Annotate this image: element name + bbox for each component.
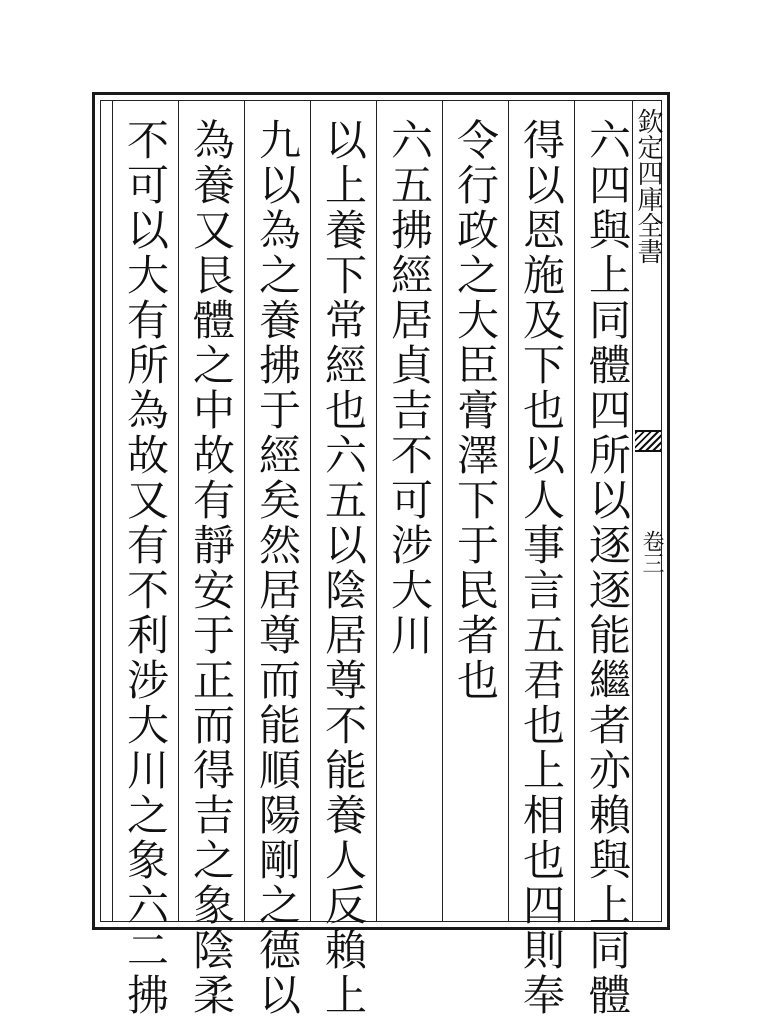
- column-divider: [376, 100, 377, 922]
- column-divider: [178, 100, 179, 922]
- text-column-5: 以上養下常經也六五以陰居尊不能養人反賴上: [319, 118, 368, 1018]
- fish-tail-mark: [635, 430, 661, 452]
- juan-label: 卷三: [639, 530, 664, 574]
- text-column-2: 得以恩施及下也以人事言五君也上相也四則奉: [517, 118, 566, 1018]
- column-divider: [244, 100, 245, 922]
- column-divider: [310, 100, 311, 922]
- column-divider: [508, 100, 509, 922]
- text-column-7: 為養又艮體之中故有靜安于正而得吉之象陰柔: [187, 118, 236, 1018]
- column-divider: [442, 100, 443, 922]
- book-title: 欽定四庫全書: [633, 108, 663, 264]
- text-column-1: 六四與上同體四所以逐逐能繼者亦賴與上同體: [583, 118, 632, 1018]
- column-divider: [574, 100, 575, 922]
- margin-strip: [632, 100, 662, 922]
- text-column-3: 令行政之大臣膏澤下于民者也: [451, 118, 500, 703]
- column-divider: [112, 100, 113, 922]
- text-column-4: 六五拂經居貞吉不可涉大川: [385, 118, 434, 658]
- text-column-6: 九以為之養拂于經矣然居尊而能順陽剛之德以: [253, 118, 302, 1018]
- text-column-8: 不可以大有所為故又有不利涉大川之象六二拂: [121, 118, 170, 1018]
